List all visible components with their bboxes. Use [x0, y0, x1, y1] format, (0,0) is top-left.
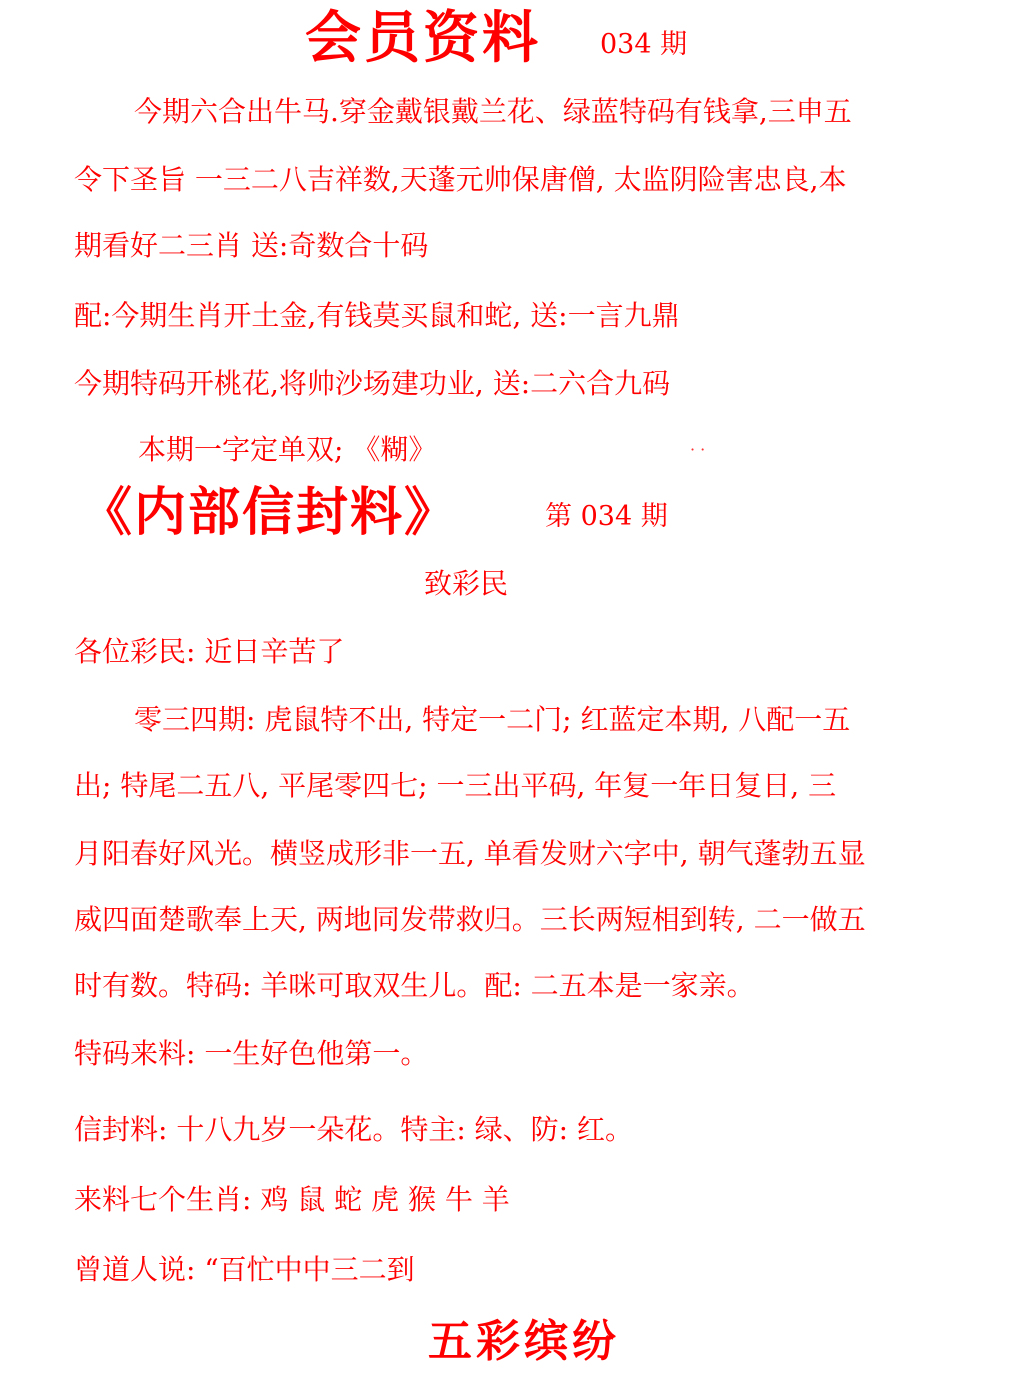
speck-marks: · ·	[690, 440, 706, 459]
envelope-line-5: 时有数。特码: 羊咪可取双生儿。配: 二五本是一家亲。	[74, 969, 755, 1002]
envelope-line-1: 零三四期: 虎鼠特不出, 特定一二门; 红蓝定本期, 八配一五	[134, 703, 851, 736]
member-line-4: 配:今期生肖开土金,有钱莫买鼠和蛇, 送:一言九鼎	[74, 299, 680, 332]
member-line-3: 期看好二三肖 送:奇数合十码	[74, 229, 429, 262]
envelope-heading: 致彩民	[424, 567, 509, 600]
footer-title: 五彩缤纷	[428, 1316, 620, 1367]
envelope-greeting: 各位彩民: 近日辛苦了	[74, 635, 345, 668]
envelope-title: 《内部信封料》	[80, 482, 459, 543]
member-line-5: 今期特码开桃花,将帅沙场建功业, 送:二六合九码	[74, 367, 671, 400]
member-title: 会员资料	[305, 5, 541, 71]
envelope-line-6: 特码来料: 一生好色他第一。	[74, 1037, 429, 1070]
envelope-issue-number: 第 034 期	[545, 501, 668, 532]
envelope-line-8: 来料七个生肖: 鸡 鼠 蛇 虎 猴 牛 羊	[74, 1183, 510, 1216]
member-line-2: 令下圣旨 一三二八吉祥数,天蓬元帅保唐僧, 太监阴险害忠良,本	[74, 163, 847, 196]
envelope-line-3: 月阳春好风光。横竖成形非一五, 单看发财六字中, 朝气蓬勃五显	[74, 837, 866, 870]
member-line-1: 今期六合出牛马.穿金戴银戴兰花、绿蓝特码有钱拿,三申五	[134, 95, 852, 128]
envelope-line-9: 曾道人说: “百忙中中三二到	[74, 1253, 415, 1286]
member-line-6: 本期一字定单双; 《糊》	[138, 433, 437, 466]
envelope-line-2: 出; 特尾二五八, 平尾零四七; 一三出平码, 年复一年日复日, 三	[74, 769, 837, 802]
envelope-line-7: 信封料: 十八九岁一朵花。特主: 绿、防: 红。	[74, 1113, 634, 1146]
member-issue-number: 034 期	[600, 29, 688, 60]
envelope-line-4: 威四面楚歌奉上天, 两地同发带救归。三长两短相到转, 二一做五	[74, 903, 866, 936]
